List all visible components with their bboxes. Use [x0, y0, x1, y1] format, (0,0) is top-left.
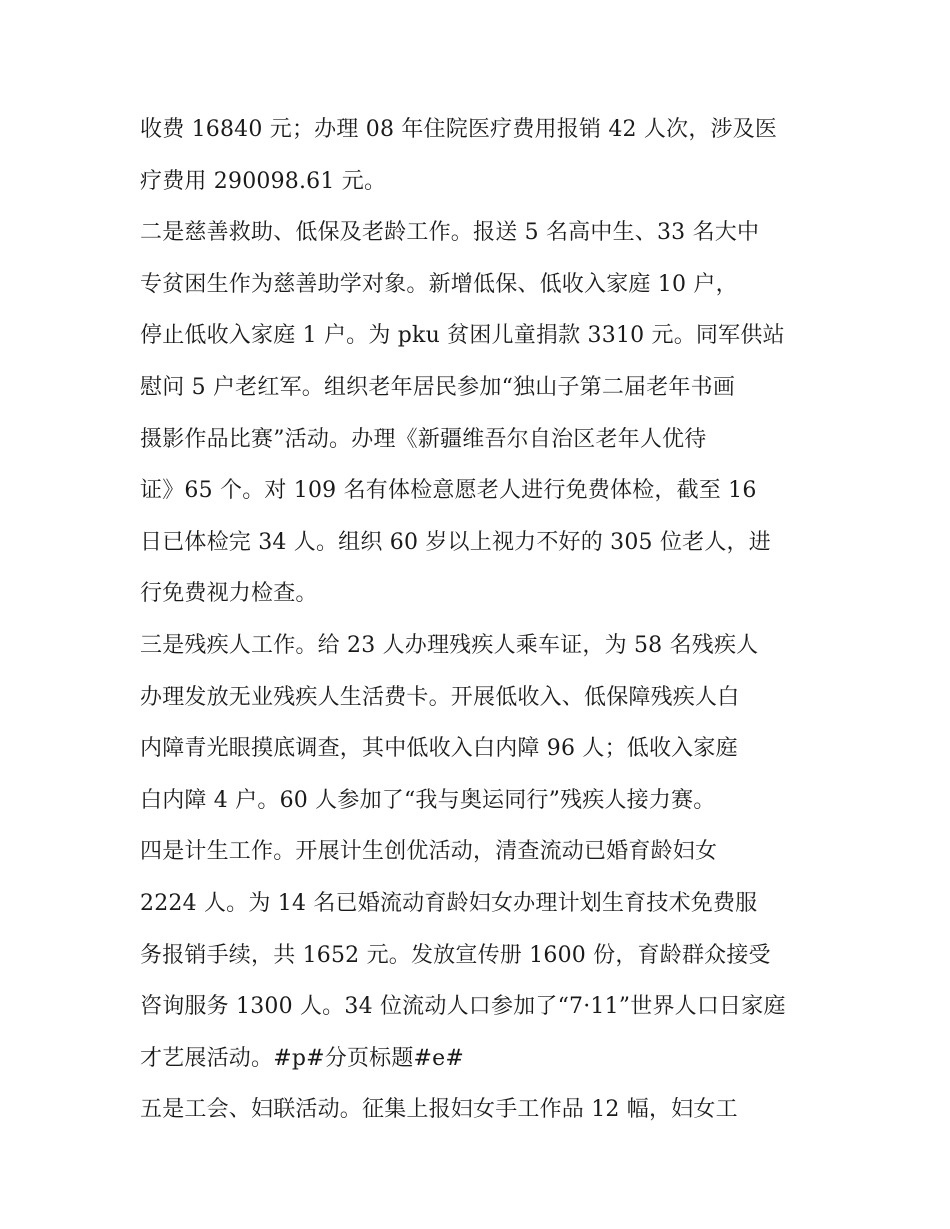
text-line: 慰问 5 户老红军。组织老年居民参加“独山子第二届老年书画 [140, 374, 736, 400]
text-line: 白内障 4 户。60 人参加了“我与奥运同行”残疾人接力赛。 [140, 787, 716, 813]
text-line: 办理发放无业残疾人生活费卡。开展低收入、低保障残疾人白 [140, 684, 740, 710]
text-line: 行免费视力检查。 [140, 581, 318, 607]
text-line: 日已体检完 34 人。组织 60 岁以上视力不好的 305 位老人，进 [140, 529, 771, 555]
text-line: 咨询服务 1300 人。34 位流动人口参加了“7·11”世界人口日家庭 [140, 994, 786, 1020]
text-line: 停止低收入家庭 1 户。为 pku 贫困儿童捐款 3310 元。同军供站 [140, 323, 785, 349]
text-line: 内障青光眼摸底调查，其中低收入白内障 96 人；低收入家庭 [140, 736, 738, 762]
text-line: 2224 人。为 14 名已婚流动育龄妇女办理计划生育技术免费服 [140, 890, 758, 916]
text-line: 疗费用 290098.61 元。 [140, 168, 387, 194]
text-line: 收费 16840 元；办理 08 年住院医疗费用报销 42 人次，涉及医 [140, 117, 778, 142]
text-line: 四是计生工作。开展计生创优活动，清查流动已婚育龄妇女 [140, 839, 718, 865]
text-line: 五是工会、妇联活动。征集上报妇女手工作品 12 幅，妇女工 [140, 1097, 738, 1123]
text-line: 二是慈善救助、低保及老龄工作。报送 5 名高中生、33 名大中 [140, 220, 760, 246]
text-line: 才艺展活动。#p#分页标题#e# [140, 1045, 465, 1071]
text-line: 三是残疾人工作。给 23 人办理残疾人乘车证，为 58 名残疾人 [140, 632, 759, 658]
text-line: 摄影作品比赛”活动。办理《新疆维吾尔自治区老年人优待 [140, 426, 707, 452]
text-line: 证》65 个。对 109 名有体检意愿老人进行免费体检，截至 16 [140, 478, 757, 504]
text-line: 务报销手续，共 1652 元。发放宣传册 1600 份，育龄群众接受 [140, 942, 771, 968]
text-line: 专贫困生作为慈善助学对象。新增低保、低收入家庭 10 户， [140, 271, 738, 297]
body-text [140, 104, 840, 1136]
